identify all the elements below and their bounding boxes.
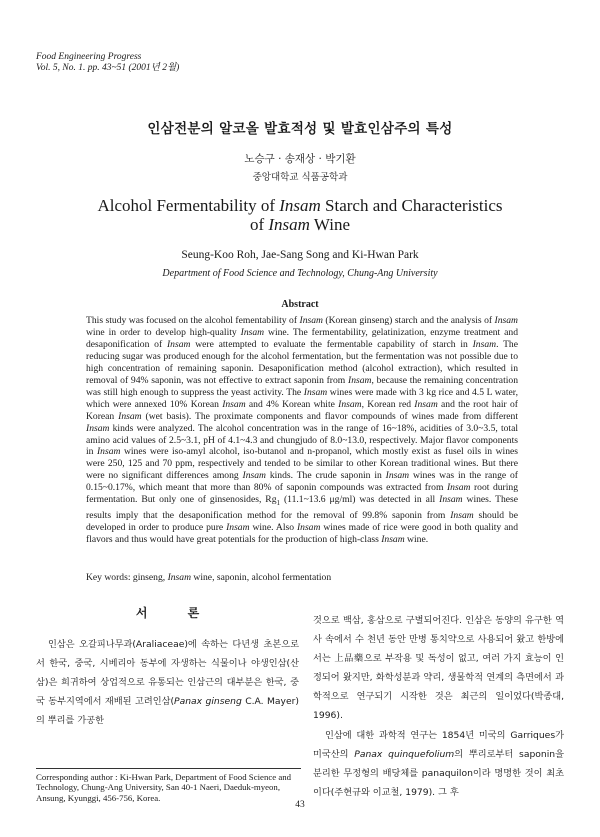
intro-paragraph-3: 인삼에 대한 과학적 연구는 1854년 미국의 Garriques가 미국산의 Panax quinquefolium의 뿌리로부터 saponin을 분리한 무정형의 배당체를 panaquilon이라 명명한 것이 최초이다(주현규와 이교철, 1979). 그 후 bbox=[313, 729, 564, 798]
journal-citation bbox=[36, 52, 179, 74]
section-heading-introduction: 서 론 bbox=[135, 606, 218, 620]
intro-paragraph-1: 인삼은 오갈피나무과(Araliaceae)에 속하는 다년생 초본으로서 한국, 중국, 시베리아 동부에 자생하는 식물이나 야생인삼(산삼)은 희귀하여 상업적으로 유통되는 인삼근의 대부분은 한국, 중국 동부지역에서 재배된 고려인삼(Panax ginseng C.A. Mayer)의 뿌리를 가공한 bbox=[36, 639, 299, 727]
page-number: 43 bbox=[295, 800, 305, 810]
corresponding-author-footnote: Corresponding author : Ki-Hwan Park, Department of Food Science and Technology, Chung-Ang University, San 40-1 Naeri, Daeduk-myeon, Ansung, Kyunggi, 456-756, Korea. bbox=[36, 768, 301, 803]
korean-authors: 노승구 · 송재상 · 박기환 bbox=[244, 153, 356, 165]
intro-right-column bbox=[313, 611, 564, 802]
korean-affiliation: 중앙대학교 식품공학과 bbox=[252, 172, 348, 183]
abstract-body: This study was focused on the alcohol fementability of Insam (Korean ginseng) starch and the analysis of Insam wine in order to develop high-quality Insam wine. The fermentability, gelatinization, enzyme treatment and desaponification of Insam were attempted to evaluate the fermentable capability of starch in Insam. The reducing sugar was produced enough for the alcohol fermentation, but the fermentation was not possible due to high concentration of remaining saponin. Desaponification method (alcohol extraction), which resulted in removal of 94% saponin, was not effective to extract saponin from Insam, because the remaining concentration was still high enough to suppress the yeast activity. The Insam wines were made with 3 kg rice and 4.5 L water, which were annexed 10% Korean Insam and 4% Korean white Insam, Korean red Insam and the root hair of Korean Insam (wet basis). The proximate components and flavor compounds of wines made from different Insam kinds were analyzed. The alcohol concentration was in the range of 16~18%, acidities of 3.0~3.5, total amino acid values of 2.5~3.1, pH of 4.1~4.3 and chungjudo of 8.0~13.0, respectively. Major flavor components in Insam wines were iso-amyl alcohol, iso-butanol and n-propanol, which mostly exist as fusel oils in wines were 250, 125 and 70 ppm, respectively and tended to be similar to other Korean traditional wines. But there were no significant differences among Insam kinds. The crude saponin in Insam wines was in the range of 0.15~0.17%, which meant that more than 80% of saponin compounds was extracted from Insam root during fermentation. But only one of ginsenosides, $Rg_1$ (11.1~13.6 μg/ml) was detected in all Insam wines. These results imply that the desaponification method for the removal of 99.8% saponin from Insam should be developed in order to produce pure Insam wine. Also Insam wines made of rice were good in both quality and flavors and thus would have great potentials for the production of high-class Insam wine. bbox=[86, 315, 519, 546]
journal-name: Food Engineering Progress bbox=[36, 52, 142, 62]
keywords: Key words: ginseng, Insam wine, saponin, alcohol fermentation bbox=[86, 572, 332, 583]
korean-title: 인삼전분의 알코올 발효적성 및 발효인삼주의 특성 bbox=[147, 121, 453, 137]
english-title: Alcohol Fermentability of Insam Starch and Characteristics of Insam Wine bbox=[97, 196, 503, 234]
english-affiliation: Department of Food Science and Technology, Chung-Ang University bbox=[162, 268, 438, 279]
intro-left-column bbox=[36, 604, 299, 730]
english-authors: Seung-Koo Roh, Jae-Sang Song and Ki-Hwan Park bbox=[181, 249, 419, 261]
intro-paragraph-2: 것으로 백삼, 홍삼으로 구별되어진다. 인삼은 동양의 유구한 역사 속에서 수 천년 동안 만병 통치약으로 사용되어 왔고 한방에서는 上品藥으로 부작용 및 독성이 없고, 여러 가지 효능이 인정되어 왔지만, 화학성분과 약리, 생물학적 연계의 측면에서 과학적으로 연구되기 시작한 것은 최근의 일이었다(박종대, 1996). bbox=[313, 615, 564, 722]
journal-volume: Vol. 5, No. 1. pp. 43~51 (2001년 2월) bbox=[36, 63, 180, 73]
abstract-heading: Abstract bbox=[281, 299, 319, 310]
